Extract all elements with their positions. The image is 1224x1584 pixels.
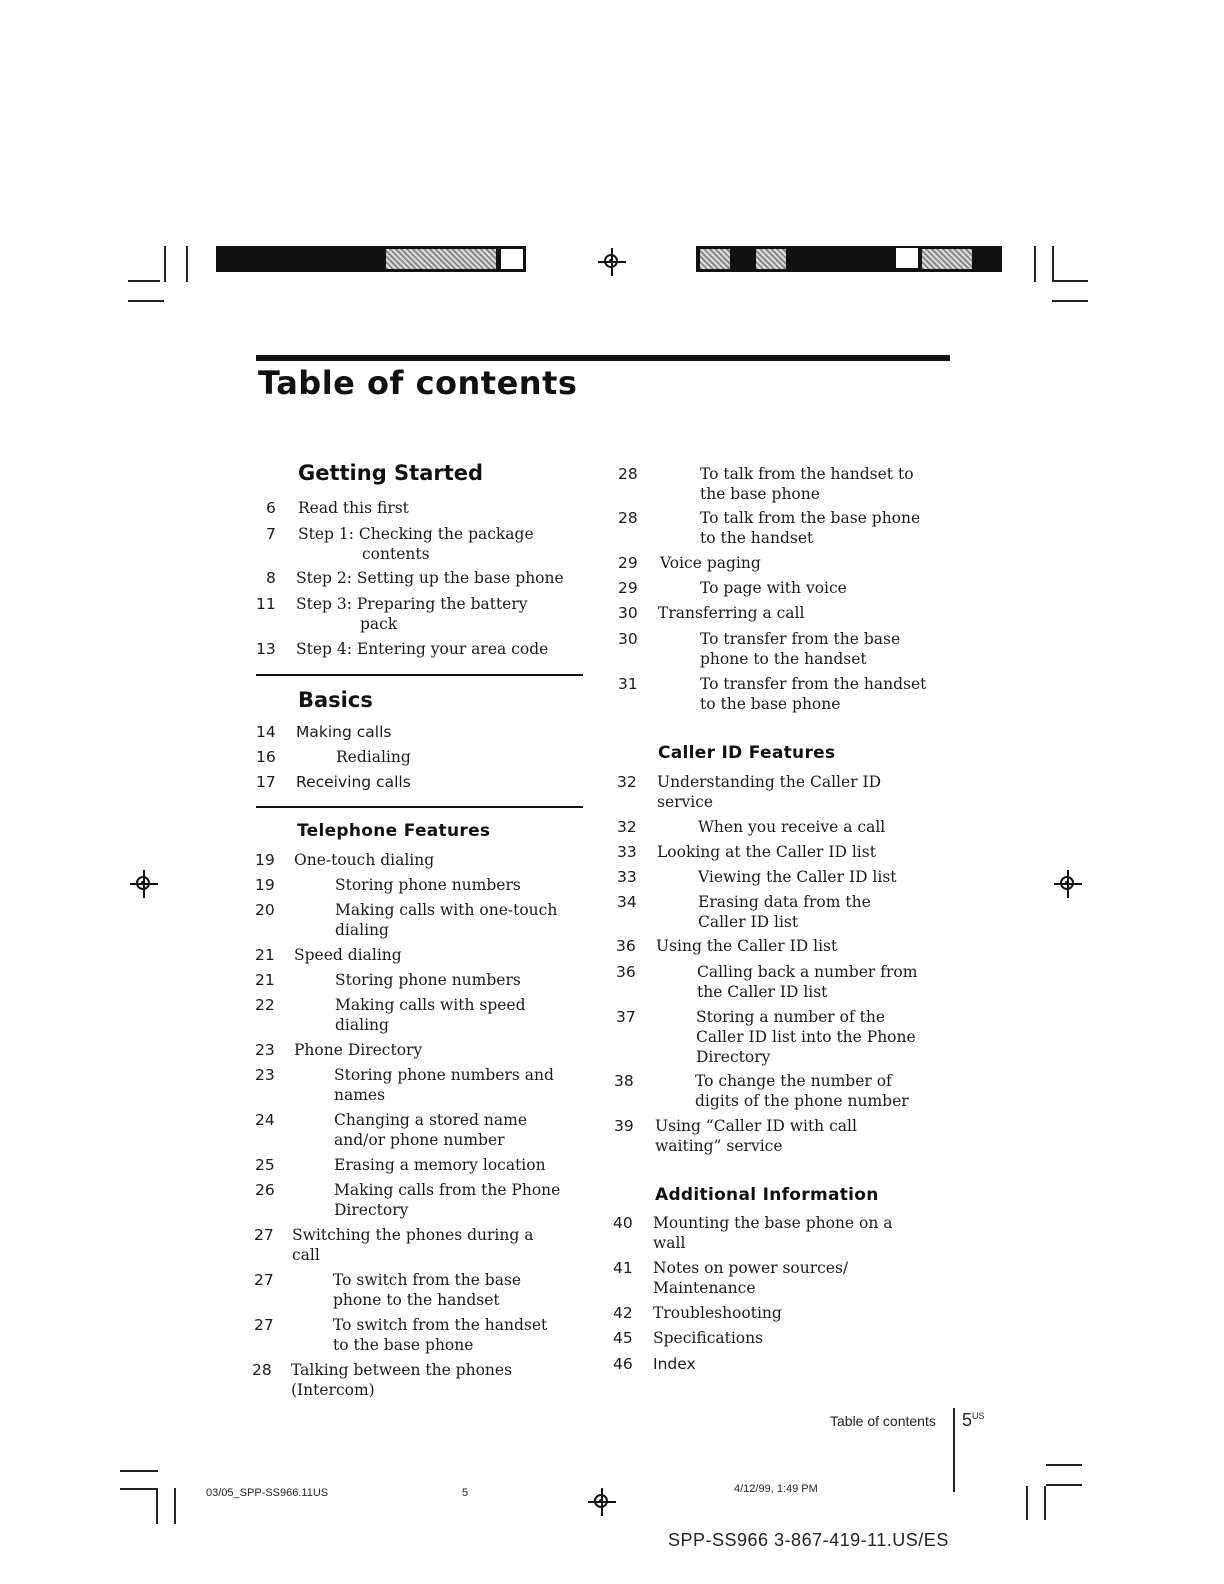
- crop-mark: [186, 246, 188, 282]
- color-bar-left: [216, 246, 526, 272]
- running-title: Table of contents: [830, 1413, 936, 1429]
- crop-mark: [128, 280, 160, 282]
- page-number: $5^{US}$: [962, 1410, 985, 1430]
- registration-mark-icon: [1054, 870, 1082, 898]
- crop-mark: [1052, 246, 1054, 282]
- crop-mark: [1026, 1486, 1028, 1520]
- section-heading: Caller ID Features: [658, 743, 836, 763]
- title-rule: [256, 355, 950, 361]
- crop-mark: [120, 1488, 158, 1490]
- registration-mark-icon: [588, 1488, 616, 1516]
- crop-mark: [164, 246, 166, 282]
- crop-mark: [1044, 1486, 1046, 1520]
- color-bar-right: [696, 246, 1002, 272]
- page-title: Table of contents: [258, 364, 578, 402]
- print-timestamp: 4/12/99, 1:49 PM: [734, 1483, 818, 1495]
- crop-mark: [1046, 1484, 1082, 1486]
- file-name: 03/05_SPP-SS966.11US: [206, 1487, 329, 1499]
- section-divider: [256, 674, 583, 676]
- crop-mark: [174, 1488, 176, 1524]
- registration-mark-icon: [598, 248, 626, 276]
- crop-mark: [128, 300, 164, 302]
- model-code: SPP-SS966 3-867-419-11.US/ES: [668, 1530, 949, 1550]
- crop-mark: [120, 1470, 158, 1472]
- section-heading: Basics: [298, 688, 373, 712]
- crop-mark: [1046, 1464, 1082, 1466]
- crop-mark: [1052, 280, 1088, 282]
- section-heading: Getting Started: [298, 461, 484, 485]
- section-divider: [256, 806, 583, 808]
- section-heading: Additional Information: [655, 1185, 879, 1205]
- crop-mark: [1052, 300, 1088, 302]
- crop-mark: [1034, 246, 1036, 282]
- registration-mark-icon: [130, 870, 158, 898]
- footer-divider: [953, 1408, 955, 1492]
- sheet-number: 5: [462, 1487, 469, 1499]
- crop-mark: [156, 1488, 158, 1524]
- section-heading: Telephone Features: [297, 821, 491, 841]
